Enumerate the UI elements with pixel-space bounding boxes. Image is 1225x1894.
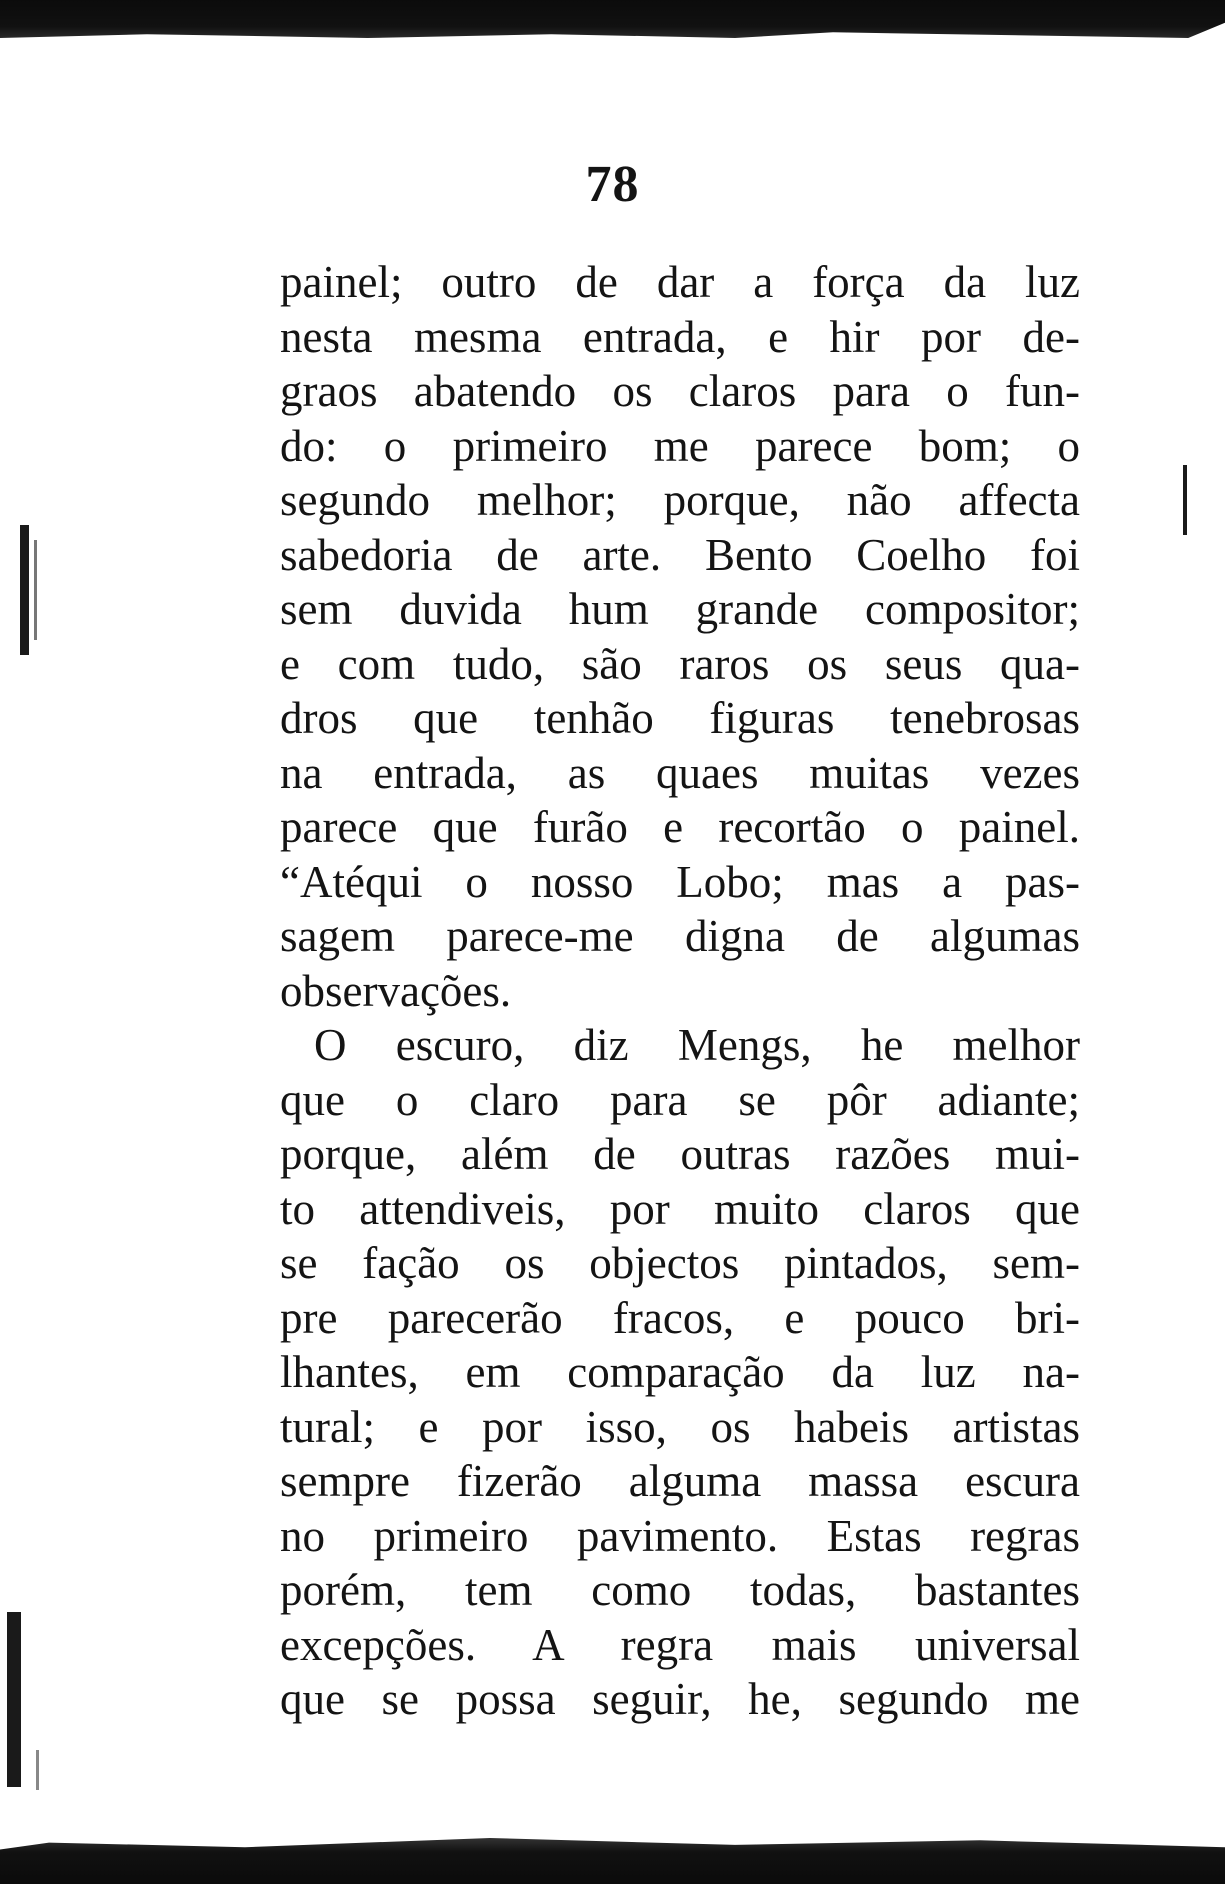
text-line: no primeiro pavimento. Estas regras [280, 1510, 1080, 1561]
page-number: 78 [585, 156, 640, 213]
text-line: que se possa seguir, he, segundo me [280, 1674, 1080, 1724]
text-line: graos abatendo os claros para o fun- [280, 366, 1080, 416]
scan-border-top [0, 0, 1225, 38]
text-line: lhantes, em comparação da luz na- [280, 1347, 1080, 1397]
text-line: se fação os objectos pintados, sem- [280, 1238, 1080, 1288]
text-line: porque, além de outras razões mui- [280, 1129, 1080, 1179]
text-line: sempre fizerão alguma massa escura [280, 1456, 1080, 1506]
text-line: sagem parece-me digna de algumas [280, 911, 1080, 961]
text-line: “Atéqui o nosso Lobo; mas a pas- [280, 856, 1080, 907]
text-line: to attendiveis, por muito claros que [280, 1183, 1080, 1234]
scan-border-bottom [0, 1838, 1225, 1884]
text-line: que o claro para se pôr adiante; [280, 1074, 1080, 1125]
text-line: painel; outro de dar a força da luz [280, 257, 1080, 307]
margin-mark-left-upper [20, 525, 29, 655]
margin-mark-left-lower-thin [36, 1750, 39, 1790]
text-line: tural; e por isso, os habeis artistas [280, 1401, 1080, 1452]
text-line: segundo melhor; porque, não affecta [280, 475, 1080, 525]
text-line: O escuro, diz Mengs, he melhor [314, 1020, 1080, 1070]
text-line: do: o primeiro me parece bom; o [280, 420, 1080, 471]
text-line: dros que tenhão figuras tenebrosas [280, 693, 1080, 743]
text-line: na entrada, as quaes muitas vezes [280, 747, 1080, 798]
text-line: excepções. A regra mais universal [280, 1619, 1080, 1670]
margin-mark-left-lower [7, 1612, 21, 1787]
margin-mark-left-upper-thin [34, 540, 37, 640]
text-line: parece que furão e recortão o painel. [280, 802, 1080, 852]
text-line: sem duvida hum grande compositor; [280, 584, 1080, 634]
body-text [280, 255, 1080, 1727]
text-line: porém, tem como todas, bastantes [280, 1565, 1080, 1615]
text-line: pre parecerão fracos, e pouco bri- [280, 1292, 1080, 1343]
text-line: observações. [280, 965, 512, 1016]
margin-mark-right [1183, 465, 1187, 535]
text-line: nesta mesma entrada, e hir por de- [280, 311, 1080, 362]
text-line: sabedoria de arte. Bento Coelho foi [280, 529, 1080, 580]
text-line: e com tudo, são raros os seus qua- [280, 638, 1080, 689]
